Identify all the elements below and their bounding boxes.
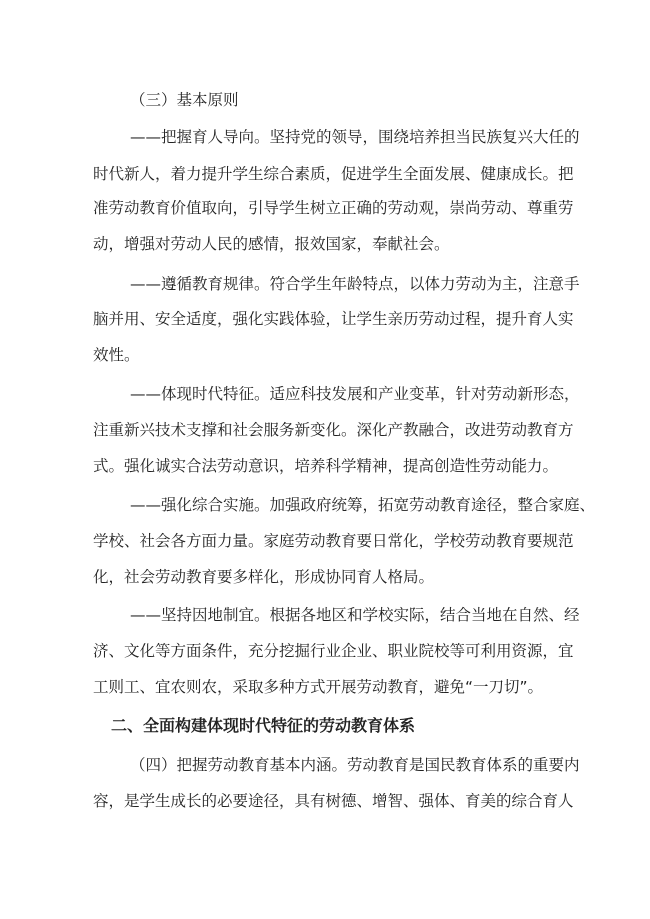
paragraph-line: 注重新兴技术支撑和社会服务新变化。深化产教融合，改进劳动教育方 bbox=[93, 421, 574, 439]
paragraph-line: ——坚持因地制宜。根据各地区和学校实际，结合当地在自然、经 bbox=[130, 606, 580, 624]
paragraph-line: 效性。 bbox=[93, 346, 140, 364]
paragraph-line: 式。强化诚实合法劳动意识，培养科学精神，提高创造性劳动能力。 bbox=[93, 457, 559, 475]
paragraph-line: 时代新人，着力提升学生综合素质，促进学生全面发展、健康成长。把 bbox=[93, 165, 574, 183]
paragraph-line: 动，增强对劳动人民的感情，报效国家，奉献社会。 bbox=[93, 235, 450, 253]
paragraph-line: （四）把握劳动教育基本内涵。劳动教育是国民教育体系的重要内 bbox=[130, 756, 580, 774]
paragraph-line: ——体现时代特征。适应科技发展和产业变革，针对劳动新形态， bbox=[130, 385, 580, 403]
paragraph-line: 准劳动教育价值取向，引导学生树立正确的劳动观，崇尚劳动、尊重劳 bbox=[93, 199, 574, 217]
paragraph-line: ——遵循教育规律。符合学生年龄特点，以体力劳动为主，注意手 bbox=[130, 275, 580, 293]
paragraph-line: ——把握育人导向。坚持党的领导，围绕培养担当民族复兴大任的 bbox=[130, 128, 580, 146]
paragraph-line: 学校、社会各方面力量。家庭劳动教育要日常化，学校劳动教育要规范 bbox=[93, 532, 574, 550]
paragraph-line: 容，是学生成长的必要途径，具有树德、增智、强体、育美的综合育人 bbox=[93, 792, 574, 810]
paragraph-line: 化，社会劳动教育要多样化，形成协同育人格局。 bbox=[93, 568, 435, 586]
chapter-heading: 二、全面构建体现时代特征的劳动教育体系 bbox=[111, 716, 416, 735]
paragraph-line: 济、文化等方面条件，充分挖掘行业企业、职业院校等可利用资源，宜 bbox=[93, 642, 574, 660]
section-title: （三）基本原则 bbox=[130, 91, 239, 109]
paragraph-line: ——强化综合实施。加强政府统筹，拓宽劳动教育途径，整合家庭、 bbox=[130, 496, 596, 514]
paragraph-line: 工则工、宜农则农，采取多种方式开展劳动教育，避免“一刀切”。 bbox=[93, 678, 544, 696]
paragraph-line: 脑并用、安全适度，强化实践体验，让学生亲历劳动过程，提升育人实 bbox=[93, 310, 574, 328]
